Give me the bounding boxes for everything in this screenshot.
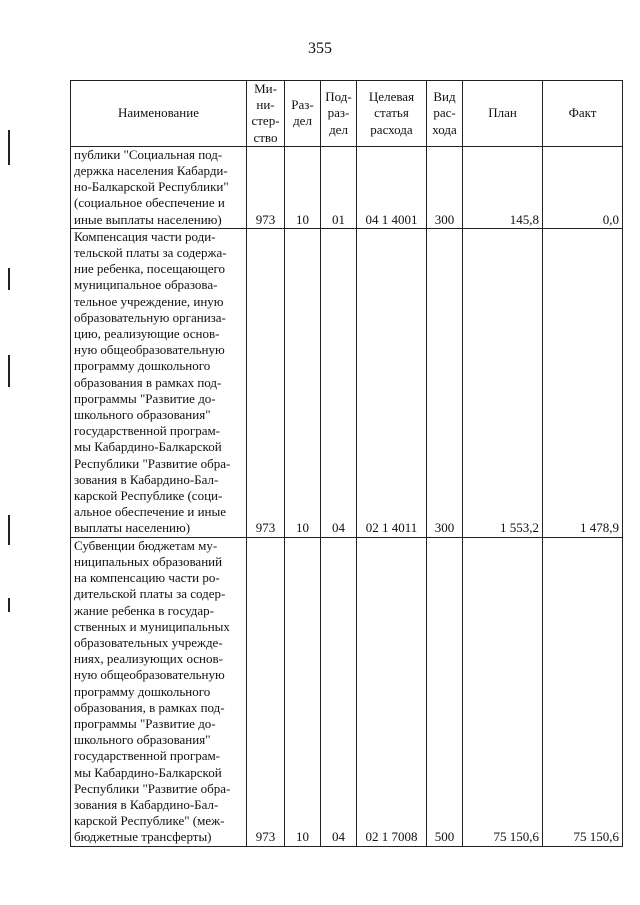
cell-ministry: 973: [247, 146, 285, 228]
cell-name-line: тельное учреждение, иную: [74, 293, 224, 309]
cell-target: 02 1 7008: [357, 537, 427, 846]
header-ministry-line: Ми-: [254, 81, 277, 96]
header-subsection: [321, 81, 357, 147]
header-ministry: [247, 81, 285, 147]
cell-expense-type: 300: [427, 146, 463, 228]
cell-name-line: образовательную организа-: [74, 309, 226, 325]
cell-name-line: образовательных учрежде-: [74, 634, 223, 650]
table-row: [71, 146, 623, 228]
header-name: Наименование: [71, 81, 247, 147]
cell-name-line: Республики "Развитие обра-: [74, 455, 231, 471]
cell-name-line: ние ребенка, посещающего: [74, 261, 226, 277]
cell-name-line: тельской платы за содержа-: [74, 245, 227, 261]
header-expense-type-line: хода: [432, 121, 457, 137]
cell-name-line: на компенсацию части ро-: [74, 570, 220, 586]
header-expense-type-line: Вид: [433, 89, 456, 105]
cell-name-line: ную общеобразовательную: [74, 342, 225, 358]
header-subsection-line: раз-: [327, 105, 350, 121]
cell-name-line: держка населения Кабарди-: [74, 163, 228, 179]
header-subsection-line: дел: [329, 121, 348, 137]
header-section-line: Раз-: [291, 97, 314, 113]
cell-target: 04 1 4001: [357, 146, 427, 228]
scan-margin-mark: [8, 268, 10, 290]
cell-fact: 0,0: [543, 146, 623, 228]
cell-name-line: государственной програм-: [74, 748, 221, 764]
cell-name-line: образования, в рамках под-: [74, 699, 225, 715]
cell-name-line: мы Кабардино-Балкарской: [74, 439, 222, 455]
table-row: [71, 228, 623, 537]
cell-name-line: карской Республике" (меж-: [74, 813, 225, 829]
table-header-row: [71, 81, 623, 147]
cell-section: 10: [285, 146, 321, 228]
page-number: 355: [308, 40, 332, 57]
cell-section: 10: [285, 228, 321, 537]
cell-name: [71, 228, 247, 537]
cell-name-line: цию, реализующие основ-: [74, 326, 220, 342]
cell-name-line: программы "Развитие до-: [74, 390, 216, 406]
cell-name-line: ную общеобразовательную: [74, 667, 225, 683]
cell-name-line: ниях, реализующих основ-: [74, 651, 223, 667]
cell-name-line: зования в Кабардино-Бал-: [74, 796, 219, 812]
header-expense-type: [427, 81, 463, 147]
cell-name-line: мы Кабардино-Балкарской: [74, 764, 222, 780]
header-subsection-line: Под-: [325, 89, 352, 105]
header-fact: Факт: [543, 81, 623, 147]
cell-name-line: Субвенции бюджетам му-: [74, 537, 218, 553]
header-target-line: Целевая: [368, 89, 415, 105]
cell-ministry: 973: [247, 537, 285, 846]
header-section: [285, 81, 321, 147]
table-row: [71, 537, 623, 846]
cell-name-line: Компенсация части роди-: [74, 228, 216, 244]
cell-section: 10: [285, 537, 321, 846]
cell-name-line: образования в рамках под-: [74, 374, 222, 390]
scan-margin-mark: [8, 130, 10, 165]
header-ministry-line: стер-: [251, 113, 280, 129]
header-target-line: статья: [374, 105, 409, 121]
cell-plan: 1 553,2: [463, 228, 543, 537]
cell-expense-type: 500: [427, 537, 463, 846]
cell-name-line: карской Республике (соци-: [74, 488, 223, 504]
cell-name-line: жание ребенка в государ-: [74, 602, 214, 618]
cell-name-line: выплаты населению): [74, 520, 191, 536]
header-expense-type-line: рас-: [433, 105, 456, 121]
cell-name-line: ственных и муниципальных: [74, 618, 230, 634]
header-ministry-line: ни-: [256, 97, 275, 113]
header-ministry-line: ство: [253, 129, 278, 145]
cell-name-line: альное обеспечение и иные: [74, 504, 227, 520]
cell-target: 02 1 4011: [357, 228, 427, 537]
cell-name-line: бюджетные трансферты): [74, 829, 212, 845]
header-plan: План: [463, 81, 543, 147]
cell-ministry: 973: [247, 228, 285, 537]
cell-name-line: но-Балкарской Республики": [74, 179, 229, 195]
cell-name-line: публики "Социальная под-: [74, 146, 223, 162]
cell-name-line: программу дошкольного: [74, 683, 211, 699]
cell-name-line: Республики "Развитие обра-: [74, 780, 231, 796]
cell-name: [71, 537, 247, 846]
cell-name-line: (социальное обеспечение и: [74, 195, 225, 211]
cell-subsection: 04: [321, 537, 357, 846]
cell-name: [71, 146, 247, 228]
cell-subsection: 04: [321, 228, 357, 537]
header-target-line: расхода: [370, 121, 413, 137]
cell-expense-type: 300: [427, 228, 463, 537]
cell-plan: 75 150,6: [463, 537, 543, 846]
header-target: [357, 81, 427, 147]
cell-name-line: зования в Кабардино-Бал-: [74, 471, 219, 487]
cell-name-line: школьного образования": [74, 407, 211, 423]
cell-name-line: муниципальное образова-: [74, 277, 218, 293]
cell-name-line: дительской платы за содер-: [74, 586, 226, 602]
cell-name-line: ниципальных образований: [74, 553, 223, 569]
cell-name-line: программу дошкольного: [74, 358, 211, 374]
cell-subsection: 01: [321, 146, 357, 228]
cell-name-line: программы "Развитие до-: [74, 715, 216, 731]
scan-margin-mark: [8, 515, 10, 545]
cell-name-line: школьного образования": [74, 732, 211, 748]
budget-table: [70, 80, 623, 847]
cell-fact: 75 150,6: [543, 537, 623, 846]
scan-margin-mark: [8, 355, 10, 387]
cell-name-line: государственной програм-: [74, 423, 221, 439]
scan-margin-mark: [8, 598, 10, 612]
cell-fact: 1 478,9: [543, 228, 623, 537]
cell-name-line: иные выплаты населению): [74, 211, 222, 227]
header-section-line: дел: [293, 113, 312, 129]
cell-plan: 145,8: [463, 146, 543, 228]
